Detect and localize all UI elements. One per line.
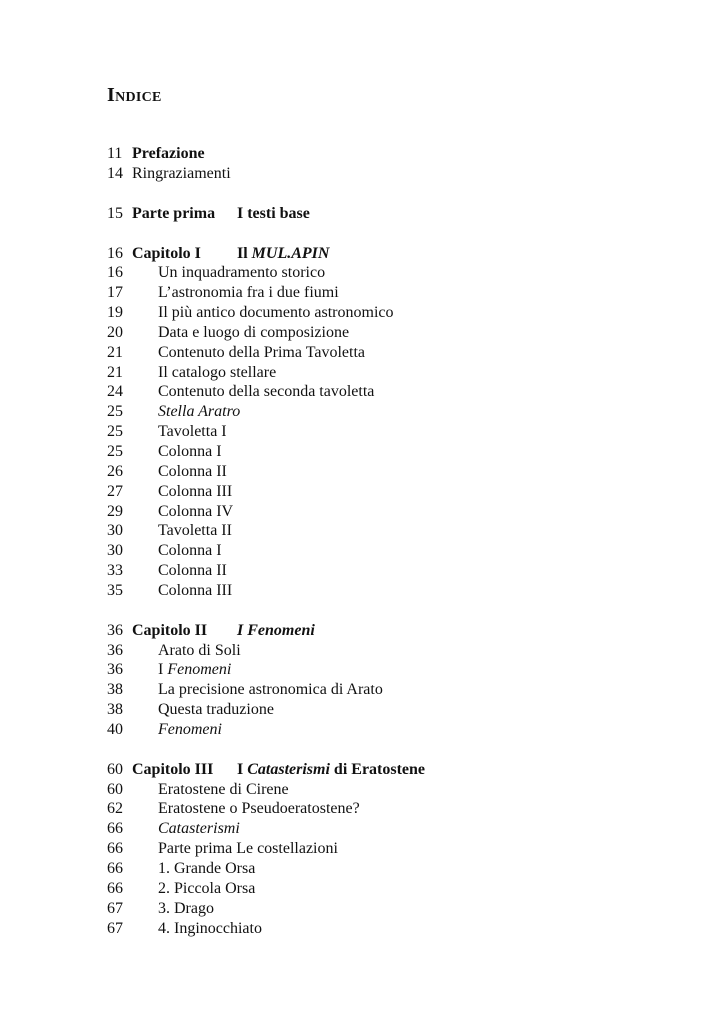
toc-entry[interactable] xyxy=(107,422,667,442)
page-number: 25 xyxy=(107,442,123,460)
toc-entry[interactable] xyxy=(107,521,667,541)
toc-entry-prefazione[interactable] xyxy=(107,144,667,164)
page-number: 35 xyxy=(107,581,123,599)
entry-label-part: Contenuto della seconda tavoletta xyxy=(158,383,375,401)
entry-label-part: Colonna III xyxy=(158,482,233,500)
entry-label xyxy=(158,521,232,541)
page-number: 40 xyxy=(107,720,123,738)
toc-entry[interactable] xyxy=(107,382,667,402)
page-number: 21 xyxy=(107,343,123,361)
entry-label xyxy=(158,402,240,422)
entry-label xyxy=(158,561,227,581)
entry-label-part: Tavoletta II xyxy=(158,522,232,540)
toc-entry[interactable] xyxy=(107,402,667,422)
entry-label xyxy=(158,879,255,899)
entry-label-part: Colonna II xyxy=(158,462,227,480)
entry-label-part: 4. Inginocchiato xyxy=(158,919,262,937)
chapter-title xyxy=(237,621,315,641)
page-number: 17 xyxy=(107,284,123,302)
entry-label xyxy=(158,482,232,502)
chapter-title-part: I xyxy=(237,760,248,778)
page-title: Indice xyxy=(107,84,162,106)
entry-label-part: 1. Grande Orsa xyxy=(158,860,256,877)
toc-entry[interactable] xyxy=(107,700,667,720)
chapter-title-part: I Fenomeni xyxy=(237,621,315,639)
chapter-title xyxy=(237,760,425,780)
toc-entry[interactable] xyxy=(107,899,667,919)
entry-label-part: Fenomeni xyxy=(158,720,222,738)
page-number: 29 xyxy=(107,502,123,520)
page-number: 21 xyxy=(107,363,123,381)
entry-label xyxy=(158,899,214,919)
page-number: 14 xyxy=(107,164,123,182)
toc-entry[interactable] xyxy=(107,581,667,601)
page-number: 60 xyxy=(107,780,123,798)
entry-label-part: Arato di Soli xyxy=(158,641,241,659)
entry-label xyxy=(158,700,274,720)
page-number: 66 xyxy=(107,820,123,838)
entry-label xyxy=(158,641,241,661)
page-number: 20 xyxy=(107,323,123,341)
page-number: 26 xyxy=(107,462,123,480)
toc-entry[interactable] xyxy=(107,541,667,561)
entry-label xyxy=(158,263,325,283)
toc-entry[interactable] xyxy=(107,561,667,581)
entry-label xyxy=(158,919,262,939)
entry-label xyxy=(158,859,255,879)
toc-entry[interactable] xyxy=(107,919,667,939)
chapter-title-part: Catasterismi xyxy=(247,760,330,778)
toc-entry[interactable] xyxy=(107,819,667,839)
entry-label-part: Catasterismi xyxy=(158,820,240,838)
entry-label-part: Colonna I xyxy=(158,542,222,560)
page-number: 67 xyxy=(107,899,123,917)
entry-label xyxy=(158,581,232,601)
entry-label-part: Un inquadramento storico xyxy=(158,264,326,282)
page-number: 19 xyxy=(107,304,123,322)
page-number: 16 xyxy=(107,264,123,282)
entry-label-part: Data e luogo di composizione xyxy=(158,323,350,341)
toc-entry-ringraziamenti[interactable] xyxy=(107,164,667,184)
page-number: 66 xyxy=(107,840,123,858)
entry-label-part: Colonna II xyxy=(158,562,227,580)
page-number: 30 xyxy=(107,542,123,560)
chapter-title-part: MUL.APIN xyxy=(251,244,330,262)
chapter-title-part: Il xyxy=(237,244,252,262)
toc-entry[interactable] xyxy=(107,482,667,502)
page-number: 30 xyxy=(107,522,123,540)
page-number: 25 xyxy=(107,403,123,421)
entry-label-part: Stella Aratro xyxy=(158,403,241,421)
entry-label-part: L’astronomia fra i due fiumi xyxy=(158,284,339,302)
entry-label-part: Eratostene o Pseudoeratostene? xyxy=(158,800,360,818)
chapter-label: Capitolo III xyxy=(132,760,214,778)
page-number: 60 xyxy=(107,760,123,778)
entry-label xyxy=(158,283,339,303)
page-number: 66 xyxy=(107,879,123,897)
page-number: 38 xyxy=(107,701,123,719)
entry-label: Prefazione xyxy=(132,145,205,162)
chapter-title-part: di Eratostene xyxy=(329,760,426,778)
toc-entry[interactable] xyxy=(107,879,667,899)
part-title: I testi base xyxy=(237,204,310,222)
toc-chapter-heading[interactable] xyxy=(107,621,667,641)
toc-entry[interactable] xyxy=(107,799,667,819)
entry-label-part: 2. Piccola Orsa xyxy=(158,879,256,897)
entry-label-part: Tavoletta I xyxy=(158,423,227,441)
page-number: 36 xyxy=(107,621,123,639)
entry-label xyxy=(158,462,227,482)
page-number: 25 xyxy=(107,423,123,441)
page-number: 38 xyxy=(107,681,123,699)
entry-label xyxy=(158,363,276,383)
toc-chapter-heading[interactable] xyxy=(107,760,667,780)
chapter-title xyxy=(237,244,329,264)
toc-entry[interactable] xyxy=(107,680,667,700)
entry-label-part: Colonna IV xyxy=(158,502,234,520)
entry-label-part: Colonna III xyxy=(158,581,233,599)
entry-label xyxy=(158,541,222,561)
toc-entry[interactable] xyxy=(107,323,667,343)
entry-label xyxy=(158,382,374,402)
entry-label xyxy=(158,502,233,522)
page-number: 36 xyxy=(107,641,123,659)
entry-label-part: Contenuto della Prima Tavoletta xyxy=(158,343,365,361)
entry-label-part: Eratostene di Cirene xyxy=(158,780,289,798)
toc-entry[interactable] xyxy=(107,363,667,383)
entry-label xyxy=(158,680,383,700)
entry-label xyxy=(158,343,365,363)
entry-label xyxy=(158,839,338,859)
entry-label-part: 3. Drago xyxy=(158,899,214,917)
entry-label-part: Fenomeni xyxy=(167,661,232,679)
entry-label xyxy=(158,660,231,680)
page-number: 66 xyxy=(107,860,123,877)
entry-label xyxy=(158,819,240,839)
page-number: 36 xyxy=(107,661,123,679)
page-number: 15 xyxy=(107,204,123,222)
part-label: Parte prima xyxy=(132,204,216,222)
entry-label xyxy=(158,323,349,343)
toc-entry[interactable] xyxy=(107,343,667,363)
entry-label xyxy=(158,799,360,819)
page-number: 11 xyxy=(107,145,123,162)
page-number: 16 xyxy=(107,244,123,262)
page-number: 24 xyxy=(107,383,123,401)
toc-entry[interactable] xyxy=(107,641,667,661)
chapter-label: Capitolo I xyxy=(132,244,201,262)
page-number: 27 xyxy=(107,482,123,500)
entry-label-part: I xyxy=(158,661,168,679)
toc-entry[interactable] xyxy=(107,442,667,462)
toc-entry[interactable] xyxy=(107,502,667,522)
entry-label-part: Parte prima Le costellazioni xyxy=(158,840,338,858)
toc-entry[interactable] xyxy=(107,839,667,859)
entry-label-part: La precisione astronomica di Arato xyxy=(158,681,383,699)
entry-label-part: Il più antico documento astronomico xyxy=(158,304,394,322)
entry-label-part: Il catalogo stellare xyxy=(158,363,277,381)
entry-label xyxy=(158,442,222,462)
toc-entry[interactable] xyxy=(107,780,667,800)
table-of-contents xyxy=(107,144,667,938)
entry-label-part: Colonna I xyxy=(158,442,222,460)
toc-part-heading[interactable] xyxy=(107,204,667,224)
entry-label-part: Questa traduzione xyxy=(158,701,274,719)
toc-entry[interactable] xyxy=(107,283,667,303)
page-number: 33 xyxy=(107,562,123,580)
chapter-label: Capitolo II xyxy=(132,621,208,639)
toc-entry[interactable] xyxy=(107,859,667,879)
page-number: 62 xyxy=(107,800,123,818)
toc-entry[interactable] xyxy=(107,462,667,482)
entry-label xyxy=(158,303,394,323)
page-number: 67 xyxy=(107,919,123,937)
toc-chapter-heading[interactable] xyxy=(107,244,667,264)
entry-label xyxy=(158,720,222,740)
entry-label xyxy=(158,780,289,800)
entry-label xyxy=(158,422,227,442)
toc-entry[interactable] xyxy=(107,303,667,323)
toc-entry[interactable] xyxy=(107,720,667,740)
chapters-container xyxy=(107,244,667,939)
toc-entry[interactable] xyxy=(107,660,667,680)
entry-label: Ringraziamenti xyxy=(132,164,231,182)
toc-entry[interactable] xyxy=(107,263,667,283)
